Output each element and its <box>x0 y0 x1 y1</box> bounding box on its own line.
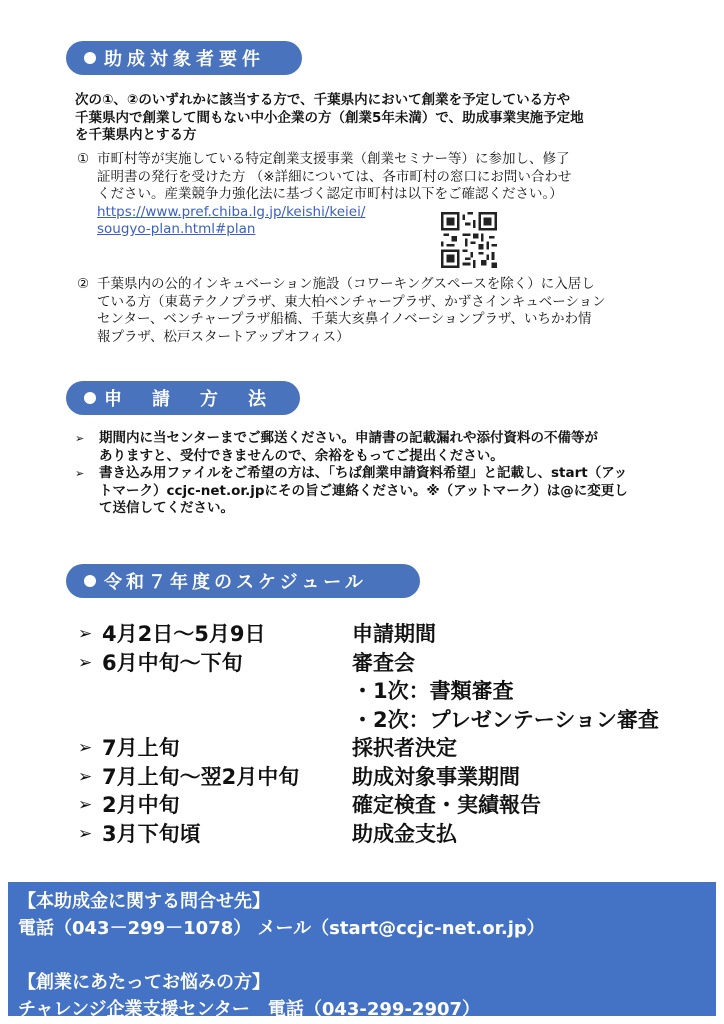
schedule-row <box>78 677 718 706</box>
arrow-bullet-icon: ➢ <box>75 432 85 445</box>
item-line: ている方（東葛テクノプラザ、東大柏ベンチャープラザ、かずさインキュベーション <box>97 293 606 310</box>
schedule-table <box>78 620 718 848</box>
schedule-item: 採択者決定 <box>352 736 457 760</box>
intro-line: 千葉県内で創業して間もない中小企業の方（創業5年未満）で、助成事業実施予定地 <box>75 109 584 126</box>
section-header-requirements <box>66 41 302 75</box>
schedule-date: 7月上旬 <box>102 736 180 760</box>
list-item <box>75 465 695 518</box>
schedule-date <box>102 677 352 706</box>
list-item <box>75 430 695 465</box>
bullet-text <box>99 430 598 465</box>
section-header-schedule <box>66 564 420 598</box>
application-bullets <box>75 430 695 518</box>
item-number: ② <box>77 276 90 292</box>
qr-code-icon[interactable] <box>441 212 497 268</box>
intro-line: を千葉県内とする方 <box>75 127 197 143</box>
schedule-item: 確定検査・実績報告 <box>352 793 541 817</box>
intro-line: 次の①、②のいずれかに該当する方で、千葉県内において創業を予定している方や <box>75 92 571 108</box>
item-line: 報プラザ、松戸スタートアップオフィス） <box>97 328 350 345</box>
arrow-bullet-icon: ➢ <box>78 652 93 673</box>
section-title: 申 請 方 法 <box>104 389 272 410</box>
schedule-item: 助成金支払 <box>352 821 457 846</box>
arrow-bullet-icon: ➢ <box>75 467 85 480</box>
schedule-row <box>78 791 718 820</box>
schedule-date: 7月上旬～翌2月中旬 <box>102 764 300 789</box>
requirement-item-2 <box>97 276 697 346</box>
municipality-link[interactable]: https://www.pref.chiba.lg.jp/keishi/keiei/ <box>97 203 366 220</box>
bullet-line: ありますと、受付できませんので、余裕をもってご提出ください。 <box>99 447 504 464</box>
section-title: 助成対象者要件 <box>104 49 265 70</box>
contact-phone-email: 電話（043－299－1078） メール（start@ccjc-net.or.jp） <box>18 918 545 939</box>
arrow-bullet-icon: ➢ <box>78 795 93 815</box>
requirements-intro <box>75 92 715 145</box>
section-header-application-method <box>66 381 300 415</box>
requirement-item-1 <box>97 151 697 239</box>
contact-heading: 【本助成金に関する問合せ先】 <box>18 891 270 912</box>
contact-box <box>8 882 716 1020</box>
schedule-date: 4月2日～5月9日 <box>102 622 266 646</box>
item-line: 千葉県内の公的インキュベーション施設（コワーキングスペースを除く）に入居し <box>97 276 595 292</box>
contact-support-center: チャレンジ企業支援センター 電話（043-299-2907） <box>18 999 481 1020</box>
arrow-bullet-icon: ➢ <box>78 766 93 787</box>
schedule-date: 2月中旬 <box>102 793 180 817</box>
bullet-line: て送信してください。 <box>99 500 234 516</box>
schedule-date: 6月中旬～下旬 <box>102 650 243 675</box>
schedule-row <box>78 706 718 735</box>
bullet-line: 書き込み用ファイルをご希望の方は、「ちば創業申請資料希望」と記載し、start（アッ <box>99 465 628 481</box>
schedule-date <box>102 706 352 735</box>
section-title: 令和７年度のスケジュール <box>104 572 367 593</box>
contact-heading: 【創業にあたってお悩みの方】 <box>18 972 270 993</box>
bullet-text <box>99 465 628 518</box>
arrow-bullet-icon: ➢ <box>78 823 93 844</box>
schedule-item: ・1次：書類審査 <box>352 679 514 703</box>
bullet-line: 期間内に当センターまでご郵送ください。申請書の記載漏れや添付資料の不備等が <box>99 430 598 446</box>
arrow-bullet-icon: ➢ <box>78 624 93 644</box>
schedule-row <box>78 820 718 849</box>
municipality-link-cont[interactable]: sougyo-plan.html#plan <box>97 221 256 237</box>
schedule-row <box>78 620 718 649</box>
item-line: ください。産業競争力強化法に基づく認定市町村は以下をご確認ください。） <box>97 186 563 202</box>
schedule-item: 助成対象事業期間 <box>352 764 520 789</box>
arrow-bullet-icon: ➢ <box>78 738 93 758</box>
schedule-item: ・2次：プレゼンテーション審査 <box>352 707 659 732</box>
schedule-row <box>78 734 718 763</box>
item-line: 市町村等が実施している特定創業支援事業（創業セミナー等）に参加し、修了 <box>97 151 570 167</box>
schedule-item: 申請期間 <box>352 622 436 646</box>
item-number: ① <box>77 151 90 167</box>
circle-dot-icon <box>84 392 96 404</box>
schedule-item: 審査会 <box>352 650 415 675</box>
item-line: センター、ベンチャープラザ船橋、千葉大亥鼻イノベーションプラザ、いちかわ情 <box>97 311 592 327</box>
bullet-line: トマーク）ccjc-net.or.jpにその旨ご連絡ください。※（アットマーク）は@に変更し <box>99 482 628 499</box>
schedule-date: 3月下旬頃 <box>102 821 201 846</box>
circle-dot-icon <box>84 575 96 587</box>
schedule-row <box>78 649 718 678</box>
circle-dot-icon <box>84 52 96 64</box>
item-line: 証明書の発行を受けた方 （※詳細については、各市町村の窓口にお問い合わせ <box>97 168 572 185</box>
schedule-row <box>78 763 718 792</box>
